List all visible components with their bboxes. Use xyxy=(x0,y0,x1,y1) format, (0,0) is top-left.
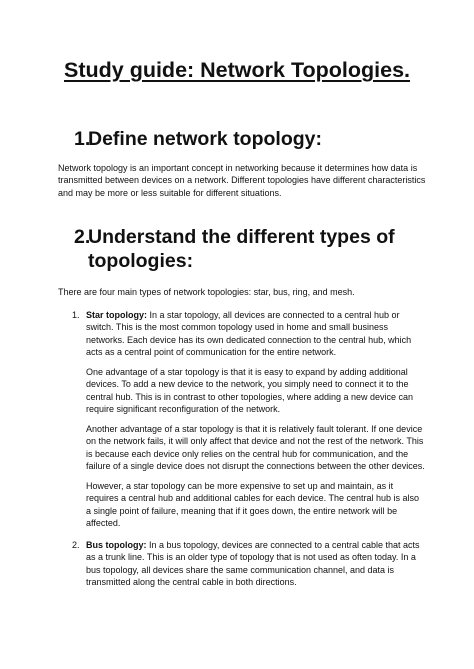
star-topology-paragraph-2 xyxy=(86,366,446,415)
text-line: networks. Each device has its own dedicated connection to the central hub, which xyxy=(86,334,412,345)
text-line: require significant reconfiguration of the network. xyxy=(86,403,281,414)
list-item-1-number: 1. xyxy=(72,310,80,320)
text-line: transmitted between devices on a network. Different topologies have different characteristics xyxy=(58,175,426,186)
star-topology-label: Star topology: xyxy=(86,310,147,320)
section-1-paragraph xyxy=(58,162,438,199)
text-line: There are four main types of network topologies: star, bus, ring, and mesh. xyxy=(58,287,355,297)
list-item-2-number: 2. xyxy=(72,540,80,550)
star-topology-paragraph-4 xyxy=(86,480,446,529)
bus-topology-label: Bus topology: xyxy=(86,540,147,550)
text-line: on the network fails, it will only affect that device and not the rest of the network. This xyxy=(86,436,424,447)
text-line: central hub. This is in contrast to other topologies, where adding a new device can xyxy=(86,391,414,402)
text-line: In a bus topology, devices are connected to a central cable that acts xyxy=(146,540,420,550)
text-line: Network topology is an important concept in networking because it determines how data is xyxy=(58,163,418,173)
text-line: and may be more or less suitable for different situations. xyxy=(58,187,282,198)
list-item-star-topology xyxy=(86,309,446,358)
page-title: Study guide: Network Topologies. xyxy=(64,58,410,82)
text-line: In a star topology, all devices are connected to a central hub or xyxy=(147,310,400,320)
text-line: acts as a central point of communication for the entire network. xyxy=(86,346,337,357)
text-line: bus topology, all devices share the same communication channel, and data is xyxy=(86,564,395,575)
text-line: as a trunk line. This is an older type of topology that is not used as often today. In a xyxy=(86,552,416,563)
section-2-intro xyxy=(58,286,438,298)
text-line: is because each device only relies on the central hub for communication, and the xyxy=(86,448,409,459)
text-line: devices. To add a new device to the network, you simply need to connect it to the xyxy=(86,379,409,390)
text-line: However, a star topology can be more expensive to set up and maintain, as it xyxy=(86,481,394,491)
text-line: requires a central hub and additional cables for each device. The central hub is also xyxy=(86,493,420,504)
text-line: failure of a single device does not disrupt the connections between the other devices. xyxy=(86,460,425,471)
section-2-heading-text-line2: topologies: xyxy=(88,250,194,272)
text-line: Another advantage of a star topology is that it is relatively fault tolerant. If one device xyxy=(86,424,423,434)
section-1-heading-text: Define network topology: xyxy=(88,128,322,150)
section-1-number: 1. xyxy=(74,128,91,150)
text-line: One advantage of a star topology is that it is easy to expand by adding additional xyxy=(86,367,408,377)
text-line: affected. xyxy=(86,517,121,528)
text-line: transmitted along the central cable in both directions. xyxy=(86,576,297,587)
section-2-number: 2. xyxy=(74,226,91,248)
section-2-heading-text: Understand the different types of xyxy=(88,226,395,248)
text-line: switch. This is the most common topology used in home and small business xyxy=(86,322,388,333)
star-topology-paragraph-3 xyxy=(86,423,446,472)
text-line: a single point of failure, meaning that if it goes down, the entire network will be xyxy=(86,505,398,516)
list-item-bus-topology xyxy=(86,539,446,588)
